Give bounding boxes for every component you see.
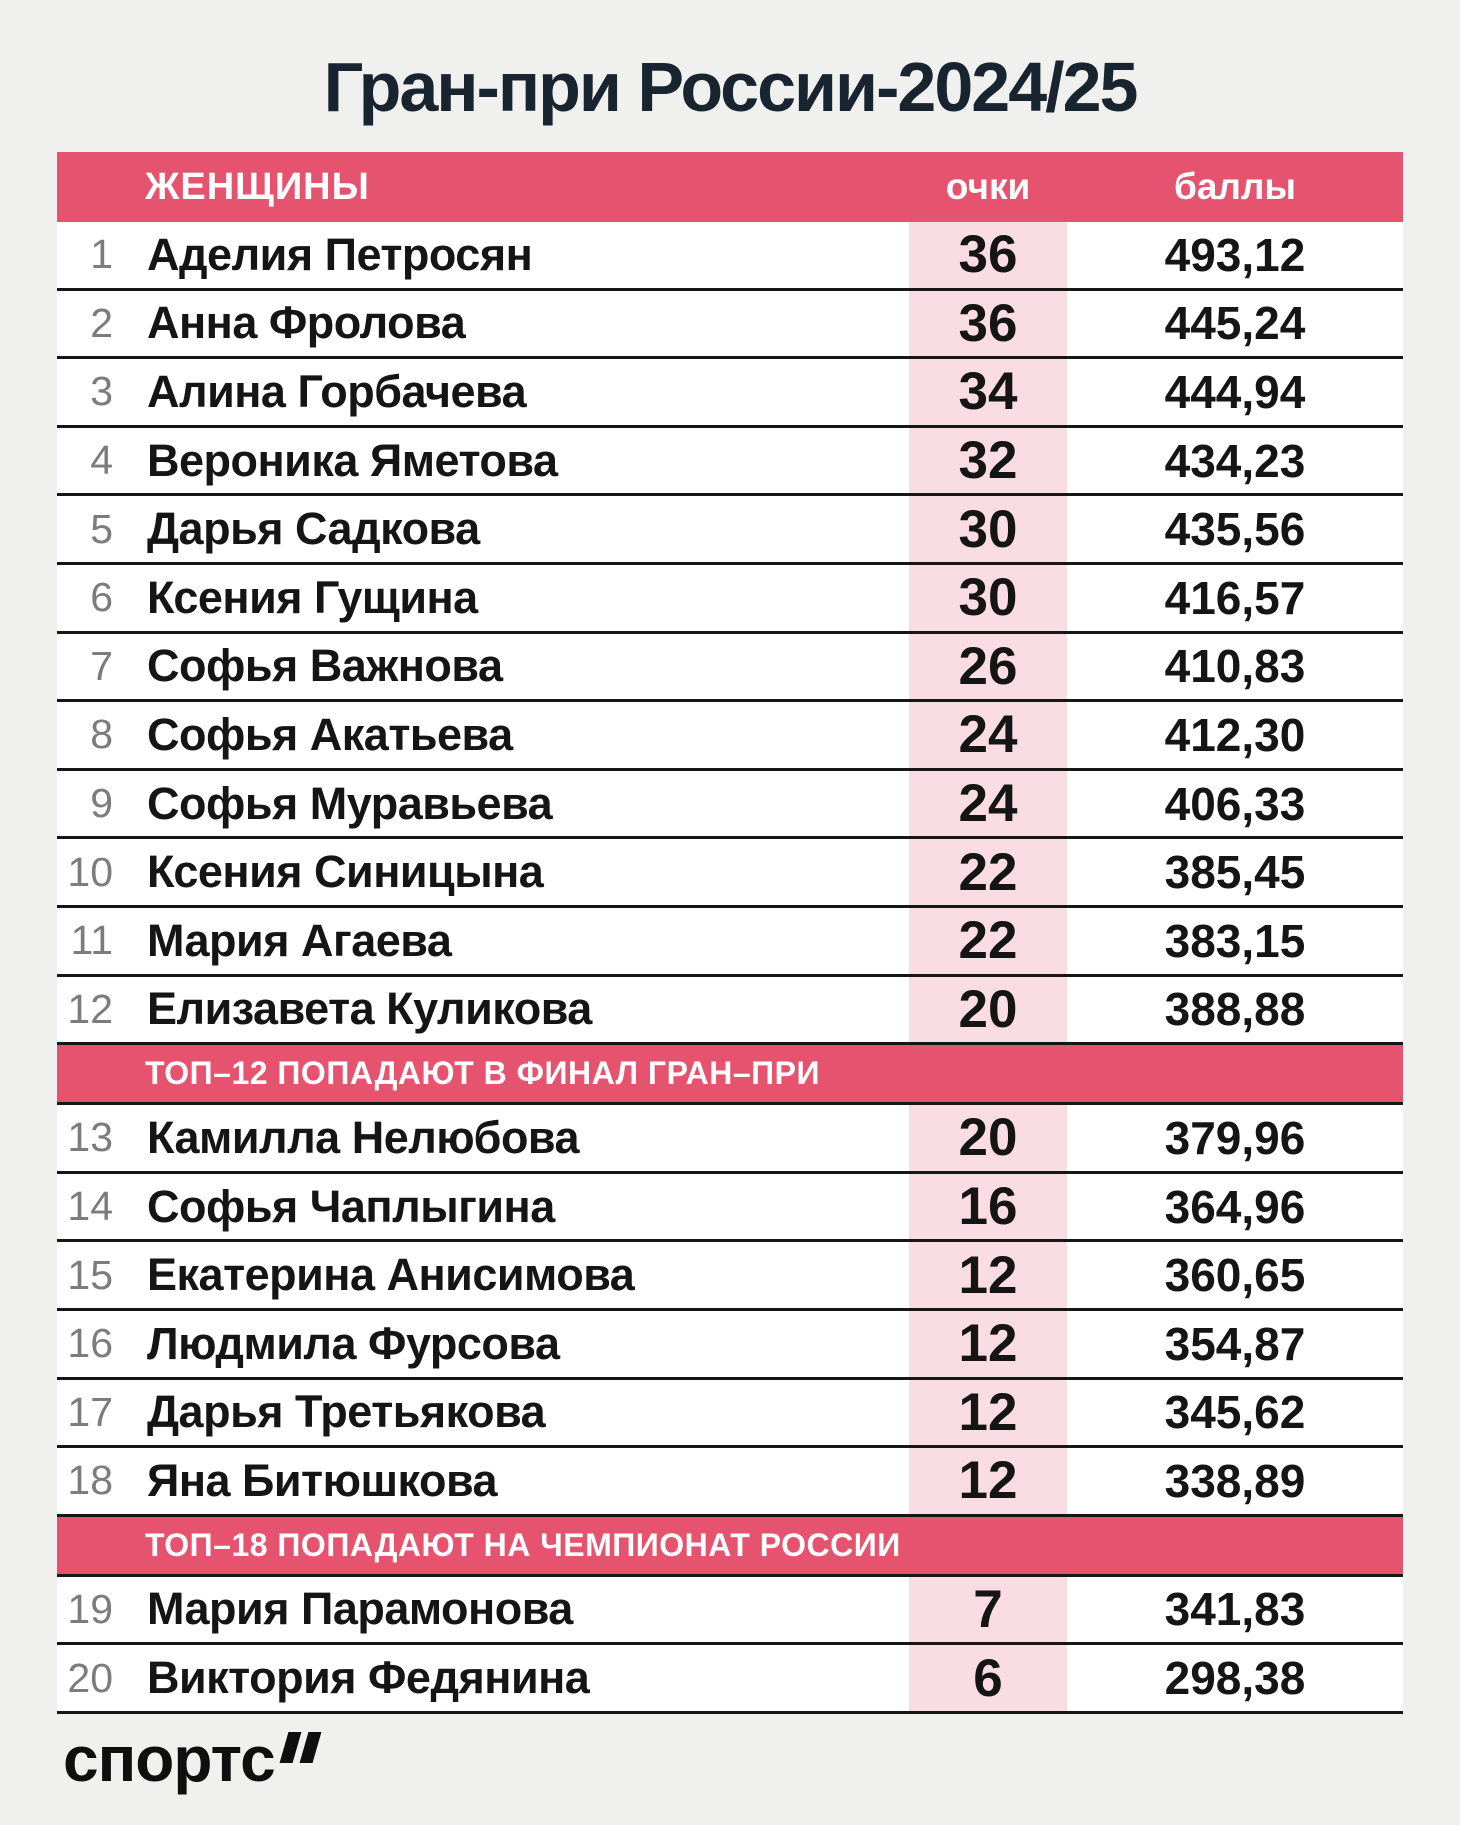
qualification-banner: ТОП–12 ПОПАДАЮТ В ФИНАЛ ГРАН–ПРИ: [57, 1045, 1403, 1105]
table-row: [57, 565, 1403, 634]
table-row: [57, 496, 1403, 565]
points-cell: 16: [909, 1174, 1067, 1240]
table-row: [57, 222, 1403, 291]
score-cell: 383,15: [1164, 914, 1306, 967]
points-cell: 12: [909, 1242, 1067, 1308]
score-cell: 360,65: [1164, 1249, 1306, 1302]
logo-quote-icon: [284, 1732, 317, 1763]
points-cell: 7: [909, 1577, 1067, 1643]
table-row: [57, 1577, 1403, 1646]
score-cell: 341,83: [1164, 1583, 1306, 1636]
score-cell: 298,38: [1164, 1652, 1306, 1705]
table-row: [57, 1242, 1403, 1311]
table-row: [57, 1448, 1403, 1517]
skater-name-cell: Софья Акатьева: [147, 708, 513, 760]
rank-cell: 5: [90, 505, 113, 552]
standings-table: [57, 152, 1403, 1714]
points-cell: 30: [909, 496, 1067, 562]
skater-name-cell: Софья Важнова: [147, 640, 503, 692]
skater-name-cell: Анна Фролова: [147, 297, 466, 349]
score-cell: 354,87: [1164, 1317, 1306, 1370]
skater-name-cell: Аделия Петросян: [147, 228, 533, 280]
skater-name-cell: Ксения Синицына: [147, 846, 544, 898]
skater-name-cell: Вероника Яметова: [147, 434, 558, 486]
table-row: [57, 428, 1403, 497]
skater-name-cell: Мария Агаева: [147, 914, 452, 966]
rank-cell: 4: [90, 437, 113, 484]
points-cell: 24: [909, 702, 1067, 768]
points-cell: 6: [909, 1645, 1067, 1711]
skater-name-cell: Ксения Гущина: [147, 571, 478, 623]
rank-cell: 16: [67, 1320, 113, 1367]
score-cell: 364,96: [1164, 1180, 1306, 1233]
table-body: [57, 222, 1403, 1714]
points-cell: 12: [909, 1448, 1067, 1514]
table-row: [57, 771, 1403, 840]
score-cell: 435,56: [1164, 503, 1306, 556]
skater-name-cell: Дарья Садкова: [147, 503, 480, 555]
rank-cell: 1: [90, 231, 113, 278]
points-cell: 36: [909, 291, 1067, 357]
rank-cell: 9: [90, 780, 113, 827]
table-row: [57, 839, 1403, 908]
table-row: [57, 1105, 1403, 1174]
score-cell: 345,62: [1164, 1386, 1306, 1439]
rank-cell: 2: [90, 299, 113, 346]
points-cell: 22: [909, 908, 1067, 974]
points-cell: 22: [909, 839, 1067, 905]
table-row: [57, 634, 1403, 703]
rank-cell: 19: [67, 1585, 113, 1632]
table-row: [57, 359, 1403, 428]
qualification-banner: ТОП–18 ПОПАДАЮТ НА ЧЕМПИОНАТ РОССИИ: [57, 1517, 1403, 1577]
rank-cell: 18: [67, 1457, 113, 1504]
score-cell: 385,45: [1164, 846, 1306, 899]
rank-cell: 3: [90, 368, 113, 415]
score-cell: 379,96: [1164, 1111, 1306, 1164]
points-cell: 20: [909, 977, 1067, 1043]
skater-name-cell: Софья Муравьева: [147, 777, 553, 829]
skater-name-cell: Мария Парамонова: [147, 1583, 573, 1635]
table-row: [57, 1380, 1403, 1449]
table-header-group-label: ЖЕНЩИНЫ: [145, 165, 370, 208]
rank-cell: 20: [67, 1654, 113, 1701]
score-cell: 338,89: [1164, 1454, 1306, 1507]
table-row: [57, 291, 1403, 360]
points-cell: 30: [909, 565, 1067, 631]
score-cell: 410,83: [1164, 640, 1306, 693]
points-cell: 34: [909, 359, 1067, 425]
points-cell: 24: [909, 771, 1067, 837]
score-cell: 412,30: [1164, 708, 1306, 761]
table-row: [57, 1174, 1403, 1243]
skater-name-cell: Виктория Федянина: [147, 1652, 590, 1704]
skater-name-cell: Екатерина Анисимова: [147, 1249, 635, 1301]
rank-cell: 14: [67, 1183, 113, 1230]
score-cell: 493,12: [1164, 228, 1306, 281]
points-cell: 36: [909, 222, 1067, 288]
score-cell: 406,33: [1164, 777, 1306, 830]
score-cell: 445,24: [1164, 297, 1306, 350]
points-cell: 32: [909, 428, 1067, 494]
skater-name-cell: Дарья Третьякова: [147, 1386, 546, 1438]
rank-cell: 8: [90, 711, 113, 758]
footer: [63, 1723, 317, 1795]
skater-name-cell: Яна Битюшкова: [147, 1454, 498, 1506]
skater-name-cell: Софья Чаплыгина: [147, 1180, 555, 1232]
table-header-row: [57, 152, 1403, 222]
score-cell: 434,23: [1164, 434, 1306, 487]
sports-ru-logo: спортс: [63, 1723, 275, 1795]
page-title: Гран-при России-2024/25: [323, 48, 1137, 126]
rank-cell: 15: [67, 1251, 113, 1298]
table-row: [57, 702, 1403, 771]
table-header-score-label: баллы: [1173, 166, 1297, 207]
rank-cell: 12: [67, 985, 113, 1032]
table-row: [57, 1645, 1403, 1714]
skater-name-cell: Алина Горбачева: [147, 365, 527, 417]
table-row: [57, 1311, 1403, 1380]
score-cell: 444,94: [1164, 365, 1306, 418]
rank-cell: 6: [90, 574, 113, 621]
skater-name-cell: Людмила Фурсова: [147, 1317, 560, 1369]
rank-cell: 13: [67, 1114, 113, 1161]
skater-name-cell: Камилла Нелюбова: [147, 1111, 580, 1163]
table-row: [57, 908, 1403, 977]
rank-cell: 17: [67, 1388, 113, 1435]
points-cell: 12: [909, 1311, 1067, 1377]
points-cell: 12: [909, 1380, 1067, 1446]
score-cell: 416,57: [1164, 571, 1306, 624]
rank-cell: 7: [90, 642, 113, 689]
points-cell: 20: [909, 1105, 1067, 1171]
rank-cell: 11: [70, 917, 113, 964]
table-header-points-label: очки: [945, 166, 1031, 207]
table-row: [57, 977, 1403, 1046]
skater-name-cell: Елизавета Куликова: [147, 983, 592, 1035]
points-cell: 26: [909, 634, 1067, 700]
rank-cell: 10: [67, 848, 113, 895]
score-cell: 388,88: [1164, 983, 1306, 1036]
